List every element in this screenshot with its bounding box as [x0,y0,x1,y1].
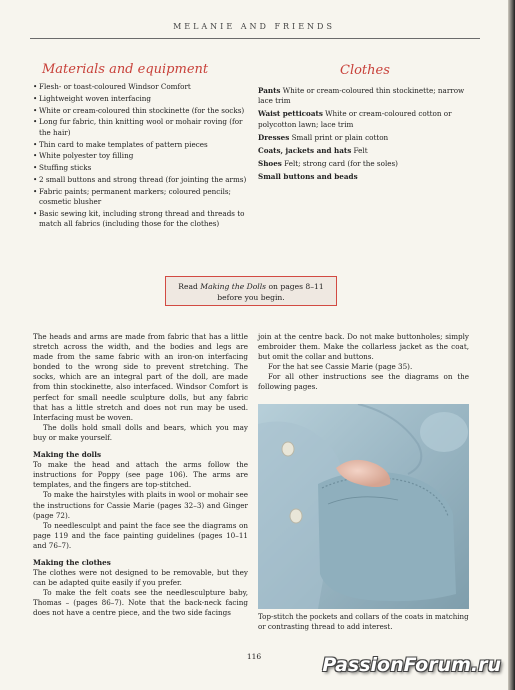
read-first-note [165,276,337,306]
clothes-item-label: Pants [258,86,281,95]
coat-pocket-photo [258,404,469,609]
clothes-item-text: Felt; strong card (for the soles) [281,158,398,168]
list-item: • Fabric paints; permanent markers; coloured pencils; cosmetic blusher [33,187,253,208]
clothes-item [258,86,473,107]
list-item: • White polyester toy filling [33,151,253,161]
page-number: 116 [246,652,262,661]
clothes-heading: Clothes [340,63,390,78]
list-item: • White or cream-coloured thin stockinette (for the socks) [33,106,253,116]
body-paragraph: The dolls hold small dolls and bears, which you may buy or make yourself. [33,422,248,442]
body-paragraph: The heads and arms are made from fabric that has a little stretch across the width, and the bodies and legs are made from the same fabric with an iron-on interfacing bonded to the wrong side to prevent stretching. The socks, which are an integral part of the doll, are made from thin stockinette, also interfaced. Windsor Comfort is perfect for small needle sculpture dolls, but any fabric that has a little stretch and does not run may be used. Interfacing must be woven. [33,332,248,422]
clothes-item-label: Dresses [258,132,290,142]
clothes-item [258,109,473,130]
clothes-item [258,159,473,169]
list-item: • Long fur fabric, thin knitting wool or mohair roving (for the hair) [33,117,253,138]
watermark-logo: PassionForum.ru [322,654,501,676]
body-paragraph: For the hat see Cassie Marie (page 35). [268,362,413,372]
making-clothes-heading: Making the clothes [33,557,111,567]
list-item: • Flesh- or toast-coloured Windsor Comfort [33,82,253,92]
running-head: MELANIE AND FRIENDS [173,22,335,31]
clothes-list [258,86,473,185]
note-reference-title: Making the Dolls [200,282,267,291]
clothes-item-text: Felt [351,145,368,155]
list-item: • Thin card to make templates of pattern pieces [33,140,253,150]
clothes-item-label: Small buttons and beads [258,171,358,181]
note-text-before: Read [178,282,201,291]
body-paragraph: To make the head and attach the arms follow the instructions for Poppy (see page 106). The arms are templates, and the fingers are top-stitched. [33,460,248,490]
photo-caption: Top-stitch the pockets and collars of the coats in matching or contrasting thread to add interest. [258,612,469,631]
coat-pocket-illustration [258,404,469,609]
header-rule [30,38,480,39]
list-item: • Stuffing sticks [33,163,253,173]
materials-list [33,82,253,231]
body-column-right [258,332,469,393]
list-item: • Basic sewing kit, including strong thread and threads to match all fabrics (including those for the clothes) [33,209,253,230]
note-text-after: on pages 8–11 before you begin. [217,282,324,302]
clothes-item-label: Shoes [258,158,282,168]
body-paragraph: To make the hairstyles with plaits in wool or mohair see the instructions for Cassie Marie (pages 32–3) and Ginger (page 72). [33,490,248,520]
list-item: • Lightweight woven interfacing [33,94,253,104]
page-edge-shadow [508,0,515,690]
clothes-item [258,172,473,182]
body-paragraph: The clothes were not designed to be removable, but they can be adapted quite easily if you prefer. [33,568,248,588]
body-paragraph: join at the centre back. Do not make buttonholes; simply embroider them. Make the collarless jacket as the coat, but omit the collar and buttons. [258,332,469,362]
materials-heading: Materials and equipment [42,62,209,77]
clothes-item-text: Small print or plain cotton [289,132,389,142]
clothes-item-label: Coats, jackets and hats [258,145,352,155]
making-dolls-heading: Making the dolls [33,450,102,460]
clothes-item-text: White or cream-coloured cotton or polycotton lawn; lace trim [258,109,452,129]
list-item: • 2 small buttons and strong thread (for jointing the arms) [33,175,253,185]
clothes-item [258,146,473,156]
body-paragraph: To needlesculpt and paint the face see the diagrams on page 119 and the face painting guidelines (pages 10–11 and 76–7). [33,520,248,550]
body-column-left [33,332,248,619]
body-paragraph: For all other instructions see the diagrams on the following pages. [258,372,469,392]
body-paragraph: To make the felt coats see the needlesculpture baby, Thomas – (pages 86–7). Note that the back-neck facing does not have a centre piece, and the two side facings [33,588,248,618]
clothes-item [258,133,473,143]
clothes-item-label: Waist petticoats [258,109,323,119]
clothes-item-text: White or cream-coloured thin stockinette; narrow lace trim [258,86,465,106]
